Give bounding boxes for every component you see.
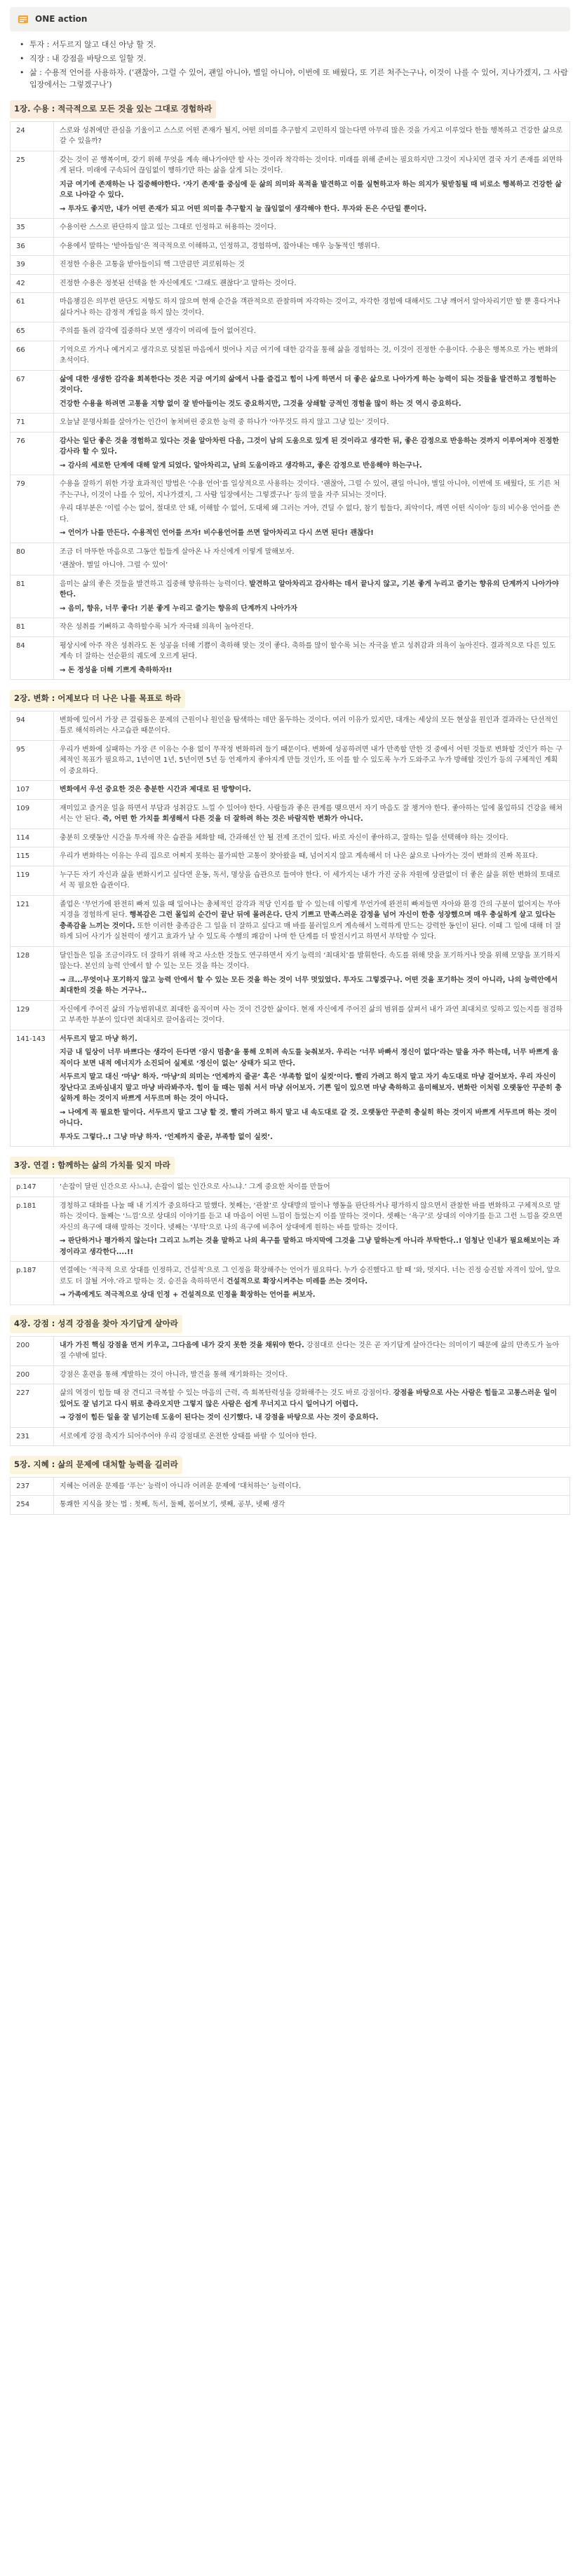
table-row [11,237,570,256]
table-row [11,866,570,895]
note-paragraph: 수용을 잘하기 위한 가장 효과적인 방법은 ‘수용 언어’를 일상적으로 사용하는 것이다. ‘괜찮아, 그럴 수 있어, 괜일 아니야, 별일 아니야, 이번에 또 배웠다, 또 기른 처주는구나, 이것이 나를 수 있어, 지나가겠지, 그 사람 입장에서는 그렇겠구나’ 등의 말을 자주 되뇌는 것이다. [60,480,560,499]
chapter-title: 3장. 연결 : 함께하는 삶의 가치를 잊지 마라 [10,1157,175,1175]
page-number: 119 [11,866,54,895]
page-number: 94 [11,711,54,740]
note-paragraph: → 언어가 나를 만든다. 수용적인 언어를 쓰자! 비수용언어를 쓰면 알아차리고 다시 쓰면 된다! 괜찮다! [60,529,374,538]
note-text [54,543,570,575]
note-text [54,256,570,275]
table-row [11,1178,570,1197]
table-row [11,543,570,575]
table-row [11,895,570,946]
note-text [54,866,570,895]
notes-table [10,1178,570,1305]
chapter-title: 5장. 지혜 : 삶의 문제에 대처할 능력을 길러라 [10,1456,182,1474]
note-text [54,151,570,219]
table-row [11,432,570,475]
page-number: 24 [11,121,54,151]
note-text [54,847,570,866]
table-row [11,1262,570,1305]
page-number: 65 [11,322,54,341]
note-text [54,829,570,847]
note-text [54,1197,570,1262]
page-number: 25 [11,151,54,219]
note-paragraph: → 감사의 세로한 단계에 대해 알게 되었다. 알아차리고, 남의 도움이라고 생각하고, 좋은 감정으로 반응해야 하는구나. [60,461,422,470]
note-text [54,322,570,341]
note-paragraph: 주의를 돌려 감각에 집중하다 보면 생각이 머리에 들어 없어진다. [60,327,256,336]
note-text [54,946,570,1000]
page-number: 107 [11,781,54,800]
page-number: 61 [11,293,54,322]
note-text [54,475,570,543]
note-paragraph: 달인들은 일을 조금이라도 더 잘하기 위해 작고 사소한 것들도 연구하면서 자기 능력의 ‘최대치’를 발휘한다. 속도를 위해 맛을 포기하거나 맛을 위해 모양을 포기하지 않는다. 본인의 능력 안에서 할 수 있는 모든 것을 하는 것이다. [60,951,560,971]
table-row [11,1197,570,1262]
chapter-section [10,1456,570,1515]
note-text [54,121,570,151]
note-paragraph: 건강한 수용을 하려면 고통을 지향 없이 잘 받아들이는 것도 중요하지만, 그것을 상쇄할 긍적인 경험을 많이 하는 것 역시 중요하다. [60,400,461,408]
note-text [54,1496,570,1515]
note-paragraph: 통쾌한 지식을 찾는 법 : 첫째, 독서, 둘째, 몸어보기, 셋째, 공부, 넷째 생각 [60,1501,285,1509]
page-number: 84 [11,636,54,680]
note-text [54,1336,570,1365]
note-paragraph: 지혜는 어려운 문제를 ‘푸는’ 능력이 아니라 어려운 문제에 ‘대처하는’ 능력이다. [60,1482,301,1490]
table-row [11,829,570,847]
note-paragraph: → 음미, 향유, 너무 좋다! 기분 좋게 누리고 즐기는 향유의 단계까지 나아가자 [60,604,297,613]
notes-table [10,1477,570,1515]
table-row [11,1384,570,1428]
note-text [54,370,570,414]
note-paragraph: 진정한 수용은 고통을 받아들이되 핵 그만큼만 괴로워하는 것 [60,261,245,269]
note-text [54,575,570,618]
note-text [54,618,570,637]
page-number: 237 [11,1477,54,1496]
note-paragraph: 서두르지 말고 마냥 하기. [60,1035,137,1043]
table-row [11,370,570,414]
note-paragraph: 삶에 대한 생생한 감각을 회복한다는 것은 지금 여기의 삶에서 나를 즐겁고 힘이 나게 하면서 더 좋은 삶으로 나아가게 하는 능력이 되는 것들을 발견하고 경험하는 것이다. [60,375,556,395]
note-paragraph: → 판단하거나 평가하지 않는다! 그리고 느끼는 것을 말하고 나의 욕구를 말하고 마지막에 그것을 그냥 말하는게 아니라 부탁한다..! 엄청난 인내가 필요해보이는 과정이라고 생각한다....!! [60,1237,560,1256]
note-text [54,219,570,238]
note-paragraph: 감사는 일단 좋은 것을 경험하고 있다는 것을 알아차린 다음, 그것이 남의 도움으로 있게 된 것이라고 생각한 뒤, 좋은 감정으로 반응하는 것까지 이루어져야 진정한 감사라 할 수 있다. [60,437,560,456]
note-paragraph: 변화에 있어서 가장 큰 걸림돌은 문제의 근원이나 원인을 탐색하는 데만 몰두하는 것이다. 여러 이유가 있지만, 대개는 세상의 모든 현상을 원인과 결과라는 단선적인 틀로 해석하려는 사고습관 때문이다. [60,716,558,735]
chapter-section [10,690,570,1147]
note-text [54,1477,570,1496]
page-number: 80 [11,543,54,575]
note-text [54,711,570,740]
note-paragraph: 서두르지 말고 대신 ‘마냥’ 하자. ‘마냥’의 의미는 ‘언제까지 줄곧’ 혹은 ‘부족함 없이 실컷’이다. 빨리 가려고 하지 말고 자기 속도대로 마냥 걸어보자. 우리 자신이 장난다고 조바심내지 말고 마냥 바라봐주자. 힘이 들 때는 멈춰 서서 마냥 쉬어보자. 기쁜 일이 있으면 마냥 축하하고 음미해보자. 변화란 이처럼 오랫동안 꾸준히 충실하게 하는 것이지 바쁘게 서두르며 하는 것이 아니다. [60,1073,562,1103]
note-paragraph: 졸업은 ‘무언가에 완전히 빠져 있을 때 일어나는 총체적인 감각과 적당 인지를 할 수 있는데 이렇게 무언가에 완전히 빠져들면 자아와 환경 간의 구분이 없어지는 무아지경을 경험하게 된다. 행복감은 그런 몰입의 순간이 끝난 뒤에 몰려온다. 단지 기쁘고 만족스러운 감정을 넘어 자신이 한층 성장했으며 매우 충실하게 살고 있다는 충족감을 느끼는 것이다. 또한 이러한 충족감은 그 일을 더 잘하고 싶다고 매 바를 불러일으켜 계속해서 노력하게 만드는 강력한 동인이 된다. 이때 그 일에 대해 더 잘하게 되어 사기가 실천력이 생기고 효과가 날 수 있도록 수행의 쾌감이 나며 한 단계를 더 발전시키고 하면서 부탁할 수 있다. [60,900,561,941]
note-paragraph: 자신에게 주어진 삶의 가능범위내로 최대한 움직이며 사는 것이 건강한 삶이다. 현재 자신에게 주어진 삶의 범위를 살펴서 내가 과연 최대치로 잊하고 있는지를 점검하고 부족한 부분이 있다면 최대치로 끌어올리는 것이다. [60,1005,563,1025]
page-number: p.147 [11,1178,54,1197]
table-row [11,799,570,829]
note-paragraph: 우리가 변화하는 이유는 우리 집으로 어쩌지 못하는 불가피한 고통이 찾아왔을 때, 넘어지지 않고 계속해서 더 나은 삶으로 나아가는 것이 변화의 진짜 목표다. [60,852,538,861]
table-row [11,341,570,370]
note-text [54,414,570,432]
note-text [54,740,570,781]
note-paragraph: 우리가 변화에 실패하는 가장 큰 이유는 수용 없이 무작정 변화하려 들기 때문이다. 변화에 성공하려면 내가 만족할 만한 것 중에서 어떤 것들로 변화할 것인가 하는 구체적인 목표가 필요하고, 1년이면 1년, 5년이면 5년 등 언제까지 좋아지게 만들 것인가, 또 이를 할 수 있도록 누가 도와주고 누가 방해할 것인가 등의 구체적인 계획이 중요하다. [60,745,563,775]
action-list [10,39,570,90]
note-paragraph: 수용에서 말하는 ‘받아들임’은 적극적으로 이해하고, 인정하고, 경험하며, 잡아내는 매우 능동적인 행위다. [60,242,380,250]
note-paragraph: 기억으로 가거나 예거지고 생각으로 덧칠된 마음에서 벗어나 지금 여기에 대한 감각을 통해 삶을 경험하는 것, 이것이 진정한 수용이다. 수용은 행복으로 가는 변화의 초석이다. [60,346,558,365]
callout-title: ONE action [35,14,88,24]
page-number: 95 [11,740,54,781]
page-number: p.181 [11,1197,54,1262]
page-number: 39 [11,256,54,275]
note-paragraph: 삶의 역경이 힘들 때 잠 견디고 극복할 수 있는 마음의 근력, 즉 회복탄력성을 강화해주는 것도 바로 강점이다. 강점을 바탕으로 사는 사람은 힘들고 고통스러운 일이 있어도 잘 넘기고 다시 뛰로 충라오지만 그렇지 않은 사람은 쉽게 무너지고 다시 일어나기 어렵다. [60,1389,558,1408]
note-paragraph: 음미는 삶의 좋은 것들을 발견하고 집중해 향유하는 능력이다. 발견하고 알아차리고 감사하는 데서 끝나지 않고, 기본 좋게 누리고 즐기는 향유의 단계까지 나아가야 한다. [60,580,559,599]
note-text [54,237,570,256]
table-row [11,475,570,543]
note-text [54,1262,570,1305]
page-number: 200 [11,1336,54,1365]
table-row [11,414,570,432]
note-paragraph: 연결에는 ‘적극적 으로 상대를 인정하고, 건설적’으로 그 인정을 확장해주는 언어가 필요하다. 누가 승진했다고 할 때 ‘와, 멋지다. 너는 진정 승진할 자격이 있어, 앞으로도 더 잘될 거야.’라고 말하는 것. 승진을 축하하면서 건설적으로 확장시켜주는 미레를 쓰는 것이다. [60,1267,560,1286]
note-paragraph: → 나에게 꼭 필요한 말이다. 서두르지 말고 그냥 할 것. 빨리 가려고 하지 말고 내 속도대로 갈 것. 오랫동안 꾸준히 충실히 하는 것이지 바쁘게 서두르며 하는 것이 아니다. [60,1108,558,1128]
note-paragraph: → 돈 정성을 더해 기쁘게 축하하자!! [60,666,173,674]
table-row [11,711,570,740]
note-text [54,432,570,475]
page-number: 200 [11,1365,54,1384]
page-number: p.187 [11,1262,54,1305]
table-row [11,636,570,680]
page-number: 42 [11,274,54,293]
note-paragraph: ‘손잡이 달린 인간으로 사느냐, 손잡이 없는 인간으로 사느냐.’ 그게 중요한 차이를 만들어 [60,1183,330,1192]
table-row [11,256,570,275]
table-row [11,740,570,781]
page-number: 115 [11,847,54,866]
chapter-sections [10,100,570,1515]
chapter-section [10,1157,570,1304]
table-row [11,1365,570,1384]
note-paragraph: 누구든 자기 자신과 삶을 변화시키고 싶다면 운동, 독서, 명상을 습관으로 들여야 한다. 이 세가지는 내가 가진 궁유 자원에 상관없이 더 좋은 삶을 위한 변화의 토대로서 꼭 필요한 습관이다. [60,871,560,890]
note-paragraph: 진정한 수용은 정봇된 선택을 한 자신에게도 ‘그래도 괜찮다’고 말하는 것이다. [60,279,297,287]
page-number: 79 [11,475,54,543]
note-text [54,636,570,680]
table-row [11,618,570,637]
action-item-life: • 삶 : 수용적 언어를 사용하자. (‘괜찮아, 그럴 수 있어, 괜일 아니야, 별일 아니야, 이번에 또 배웠다, 또 기른 처주는구나, 이것이 나를 수 있어, 지나가겠지, 그 사람 입장에서는 그렇겠구나’) [20,67,570,90]
note-paragraph: 서로에게 강점 축지가 되어주어야 우리 강점대로 온전한 상태를 바랄 수 있어야 한다. [60,1432,317,1440]
page-number: 76 [11,432,54,475]
notes-table [10,1336,570,1447]
chapter-section [10,100,570,680]
chapter-title: 1장. 수용 : 적극적으로 모든 것을 있는 그대로 경험하라 [10,100,216,118]
note-paragraph: 마음챙김은 의무런 판단도 저항도 하지 않으며 현재 순간을 객관적으로 관찰하며 자각하는 것이고, 자각한 경험에 대해서도 그냥 깨어서 알아차리기만 할 뿐 흥다거나 싫다거나 하는 감정적 개입을 하지 않는 것이다. [60,298,560,317]
note-paragraph: → 투자도 좋지만, 내가 어떤 존재가 되고 어떤 의미를 추구할지 늘 끊임없이 생각해야 한다. 투자와 돈은 수단일 뿐이다. [60,205,427,213]
note-text [54,274,570,293]
page-number: 129 [11,1000,54,1030]
note-paragraph: 스로와 성취에만 관심을 기울이고 스스로 어떤 존재가 될지, 어떤 의미를 추구할지 고민하지 않는다면 아무리 많은 것을 가지고 이루었다 한들 행복하고 건강한 삶으로 갈 수 있을까? [60,126,563,146]
chapter-title: 4장. 강점 : 성격 강점을 찾아 자기답게 살아라 [10,1315,182,1333]
note-paragraph: 경청하고 대화를 나눌 때 내 기지가 중요하다고 말했다. 첫째는, ‘관찰’로 상대방의 말이나 행동을 판단하거나 평가하지 않으면서 관찰한 바를 변화하고 구체적으로 말하는 것이다. 둘째는 ‘느낌’으로 상대의 이야기를 듣고 내 마음이 어떤 느낌이 들었는지 이를 말하는 것이다. 셋째는 ‘욕구’로 상대의 이야기를 듣고 그런 느낌을 갖으면 자신의 욕구에 대해 말하는 것이다. 넷째는 ‘부탁’으로 나의 욕구에 비추어 상대에게 원하는 바를 말하는 것이다. [60,1201,562,1232]
note-paragraph: ‘괜찮아. 별일 아니야. 그럴 수 있어’ [60,561,168,570]
table-row [11,322,570,341]
note-paragraph: 충분히 오랫동안 시간을 투자해 작은 습관을 체화할 때, 간과해선 안 될 전제 조건이 있다. 바로 자신이 좋아하고, 잘하는 일을 선택해야 하는 것이다. [60,833,508,842]
page-number: 254 [11,1496,54,1515]
page-number: 81 [11,618,54,637]
note-paragraph: 평상시에 아주 작은 성취라도 돈 성공을 더해 기쁨이 축하해 맞는 것이 좋다. 축하를 많이 할수록 뇌는 자극을 받고 성취감과 의욕이 높아진다. 결과적으로 다른 있도 계속 더 잘하는 선순환의 궤도에 오르게 된다. [60,641,556,661]
note-text [54,895,570,946]
table-row [11,781,570,800]
chapter-section [10,1315,570,1446]
note-paragraph: 변화에서 우선 중요한 것은 충분한 시간과 제대로 된 방향이다. [60,786,252,794]
pencil-icon [17,13,29,25]
action-item-invest: • 투자 : 서두르지 않고 대신 아낭 할 것. [20,39,570,50]
table-row [11,219,570,238]
note-text [54,1000,570,1030]
note-paragraph: 갖는 것이 곧 행복이며, 갖기 위해 무엇을 계속 해나가야만 할 사는 것이라 착각하는 것이다. 미래를 위해 준비는 필요하지만 그것이 지나치면 결국 자기 존재를 외면하게 된다. 미래에 구속되어 끊임없이 행하기만 하는 삶을 살게 되는 것이다. [60,156,563,175]
note-paragraph: 강점은 훈련을 통해 계발하는 것이 아니라, 발견을 통해 재기화하는 것이다. [60,1370,288,1379]
note-text [54,1384,570,1428]
table-row [11,575,570,618]
note-paragraph: 우리 대부분은 ‘이럴 수는 없어, 절대로 안 돼, 이해할 수 없어, 도대체 왜 그러는 거야, 견딜 수 없다, 참기 힘들다, 죄악이다, 깨면 어떤 식이야’ 등의 비수용 언어를 쓴다. [60,505,560,524]
note-paragraph: 지금 여기에 존재하는 나 집중해야한다. ‘자기 존재’를 중심에 둔 삶의 의미와 목적을 발견하고 이를 실현하고자 하는 의지가 뒷받침될 때 비로소 행복하고 건강한 삶으로 나아갈 수 있다. [60,180,562,200]
note-paragraph: 오늘날 문명사회를 살아가는 인간이 놓쳐버린 중요한 능력 중 하나가 ‘아무것도 하지 않고 그냥 있는’ 것이다. [60,418,389,427]
note-paragraph: → 크...무엇이나 포기하지 않고 능력 안에서 할 수 있는 모든 것을 하는 것이 너무 멋있었다. 투자도 그렇겠구나. 어떤 것을 포기하는 것이 아니라, 나의 능력안에서 최대한의 것을 하는 거구나.. [60,976,558,995]
table-row [11,1336,570,1365]
note-paragraph: 조금 더 마뚜한 마음으로 그동안 힘들게 살아온 나 자신에게 이렇게 말해보자. [60,547,295,556]
page-number: 36 [11,237,54,256]
chapter-title: 2장. 변화 : 어제보다 더 나은 나를 목표로 하라 [10,690,185,708]
table-row [11,1427,570,1446]
note-text [54,781,570,800]
note-paragraph: 재미있고 즐거운 일을 하면서 부담과 성취감도 느낄 수 있어야 한다. 사람들과 좋은 관계를 맺으면서 자기 마음도 잘 챙겨야 한다. 좋아하는 일에 몰입하되 건강을 해쳐서는 안 된다. 즉, 어떤 한 가치를 회생해서 다른 것을 더 잘하려 하는 것은 바람직한 변화가 아니다. [60,804,563,824]
note-text [54,799,570,829]
page-number: 81 [11,575,54,618]
note-paragraph: → 가족에게도 적극적으로 상대 인정 + 건설적으로 인정을 확장하는 언어를 써보자. [60,1291,316,1300]
page-number: 231 [11,1427,54,1446]
note-paragraph: 투자도 그렇다..! 그냥 마냥 하자. ‘언제까지 줄곧, 부족함 없이 실컷’. [60,1133,273,1141]
note-text [54,1178,570,1197]
notes-table [10,121,570,681]
table-row [11,1030,570,1147]
note-text [54,1030,570,1147]
page-number: 114 [11,829,54,847]
note-paragraph: 수용이란 스스로 판단하지 않고 있는 그대로 인정하고 허용하는 것이다. [60,224,276,232]
page-number: 121 [11,895,54,946]
page-number: 66 [11,341,54,370]
page-number: 109 [11,799,54,829]
action-item-work: • 직장 : 내 강점을 바탕으로 일할 것. [20,53,570,64]
page-number: 141-143 [11,1030,54,1147]
table-row [11,274,570,293]
note-paragraph: 작은 성취를 기뻐하고 축하할수록 뇌가 자극돼 의욕이 높아진다. [60,623,254,632]
table-row [11,946,570,1000]
note-paragraph: 지금 내 일상이 너무 바쁘다는 생각이 든다면 ‘잠시 멈춤’을 통해 오히려 속도를 늦춰보자. 우리는 ‘너무 바빠서 정신이 없다’라는 말을 자주 하는데, 너무 바쁘게 움직이다 보면 내적 에너지가 소진되어 실제로 ‘정신이 없는’ 상태가 되고 만다. [60,1049,559,1068]
note-paragraph: → 강점이 힘든 일을 잘 넘기는데 도움이 된다는 것이 신기했다. 내 강점을 바탕으로 사는 것이 중요하다. [60,1414,379,1422]
note-text [54,293,570,322]
page-number: 227 [11,1384,54,1428]
page-number: 128 [11,946,54,1000]
page-number: 35 [11,219,54,238]
table-row [11,847,570,866]
table-row [11,293,570,322]
one-action-callout [10,7,570,32]
table-row [11,1496,570,1515]
table-row [11,1477,570,1496]
note-text [54,1365,570,1384]
table-row [11,151,570,219]
note-text [54,341,570,370]
page-number: 67 [11,370,54,414]
note-text [54,1427,570,1446]
page-number: 71 [11,414,54,432]
table-row [11,121,570,151]
note-paragraph: 내가 가진 핵심 강점을 먼저 키우고, 그다음에 내가 갖지 못한 것을 채워야 한다. 강점대로 산다는 것은 곧 자기답게 살아간다는 의미이기 때문에 삶의 만족도가 높아질 수밖에 없다. [60,1341,560,1361]
table-row [11,1000,570,1030]
notes-table [10,711,570,1147]
